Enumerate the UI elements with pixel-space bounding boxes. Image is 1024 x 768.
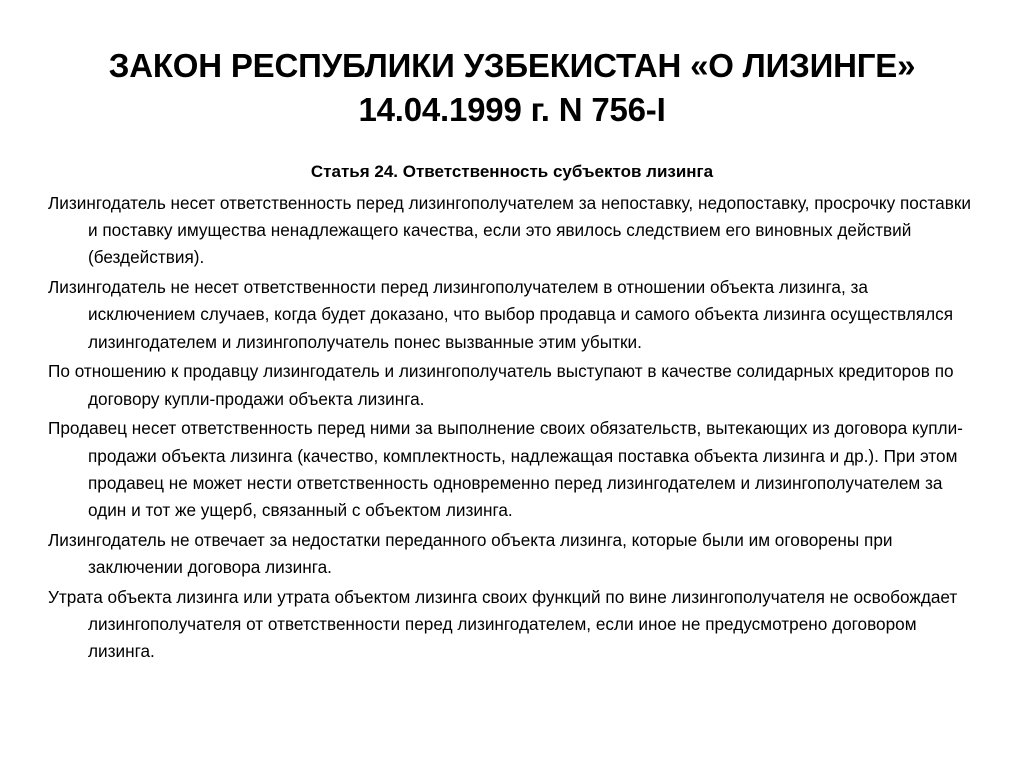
paragraph: Утрата объекта лизинга или утрата объектом лизинга своих функций по вине лизингополучателя не освобождает лизингополучателя от ответственности перед лизингодателем, если иное не предусмотрено договором лизинга. [48, 586, 958, 662]
paragraph: По отношению к продавцу лизингодатель и лизингополучатель выступают в качестве солидарных кредиторов по договору купли-продажи объекта лизинга. [48, 361, 954, 409]
slide-title [40, 44, 984, 132]
article-body [48, 190, 978, 668]
paragraph: Лизингодатель не несет ответственности перед лизингополучателем в отношении объекта лизинга, за исключением случаев, когда будет доказано, что выбор продавца и самого объекта лизинга осуществлялся лизингодателем и лизингополучатель понес вызванные этим убытки. [48, 277, 954, 352]
title-line-law-date-number: 14.04.1999 г. N 756-I [358, 91, 666, 128]
paragraph: Продавец несет ответственность перед ними за выполнение своих обязательств, вытекающих из договора купли-продажи объекта лизинга (качество, комплектность, надлежащая поставка объекта лизинга и др.). При этом продавец не может нести ответственность одновременно перед лизингодателем и лизингополучателем за один и тот же ущерб, связанный с объектом лизинга. [48, 418, 963, 521]
title-line-law-name: ЗАКОН РЕСПУБЛИКИ УЗБЕКИСТАН «О ЛИЗИНГЕ» [108, 47, 916, 84]
paragraph: Лизингодатель несет ответственность перед лизингополучателем за непоставку, недопоставку, просрочку поставки и поставку имущества ненадлежащего качества, если это явилось следствием его виновных действий (бездействия). [48, 193, 971, 268]
paragraph: Лизингодатель не отвечает за недостатки переданного объекта лизинга, которые были им оговорены при заключении договора лизинга. [48, 529, 893, 578]
article-heading: Статья 24. Ответственность субъектов лизинга [310, 162, 714, 181]
